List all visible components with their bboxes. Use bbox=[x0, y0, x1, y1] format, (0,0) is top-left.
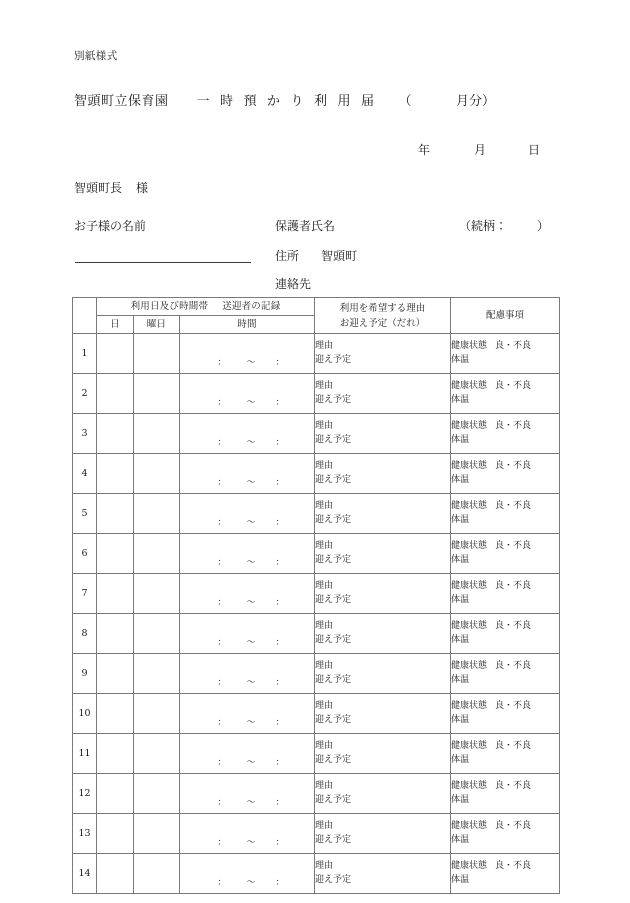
time-range-separator: 〜 bbox=[246, 878, 256, 888]
health-status-line bbox=[451, 820, 559, 834]
weekday-input-cell[interactable] bbox=[134, 534, 180, 574]
guardian-name-label: 保護者氏名 bbox=[275, 219, 336, 233]
pickup-plan-label: 迎え予定 bbox=[315, 794, 352, 805]
time-range-marks bbox=[180, 835, 314, 848]
time-start-colon: ： bbox=[217, 678, 227, 688]
table-header bbox=[73, 298, 560, 334]
time-range-separator: 〜 bbox=[246, 438, 256, 448]
time-end-colon: ： bbox=[275, 758, 285, 768]
row-number-cell: 6 bbox=[73, 534, 97, 574]
health-status-line bbox=[451, 460, 559, 474]
time-start-colon: ： bbox=[217, 358, 227, 368]
weekday-input-cell[interactable] bbox=[134, 814, 180, 854]
time-end-colon: ： bbox=[275, 798, 285, 808]
time-range-separator: 〜 bbox=[246, 518, 256, 528]
health-status-options: 良・不良 bbox=[495, 381, 532, 391]
time-range-marks bbox=[180, 755, 314, 768]
time-range-separator: 〜 bbox=[246, 678, 256, 688]
day-input-cell[interactable] bbox=[97, 574, 134, 614]
time-range-marks bbox=[180, 715, 314, 728]
temperature-label: 体温 bbox=[451, 594, 470, 605]
header-usage-group bbox=[97, 298, 315, 316]
health-status-label: 健康状態 bbox=[451, 661, 488, 671]
weekday-input-cell[interactable] bbox=[134, 694, 180, 734]
day-input-cell[interactable] bbox=[97, 614, 134, 654]
table-row bbox=[73, 414, 560, 454]
time-end-colon: ： bbox=[275, 878, 285, 888]
pickup-plan-label: 迎え予定 bbox=[315, 474, 352, 485]
time-range-marks bbox=[180, 875, 314, 888]
health-status-label: 健康状態 bbox=[451, 621, 488, 631]
table-row bbox=[73, 534, 560, 574]
header-reason bbox=[315, 298, 451, 334]
consideration-input-cell[interactable] bbox=[451, 774, 560, 814]
pickup-plan-label: 迎え予定 bbox=[315, 674, 352, 685]
time-input-cell[interactable] bbox=[180, 494, 315, 534]
relation-label: （続柄： bbox=[459, 219, 508, 233]
reason-label: 理由 bbox=[315, 821, 334, 831]
row-number-cell: 5 bbox=[73, 494, 97, 534]
table-row bbox=[73, 574, 560, 614]
consideration-input-cell[interactable] bbox=[451, 334, 560, 374]
reason-label: 理由 bbox=[315, 381, 334, 391]
time-end-colon: ： bbox=[275, 518, 285, 528]
consideration-input-cell[interactable] bbox=[451, 534, 560, 574]
consideration-input-cell[interactable] bbox=[451, 374, 560, 414]
time-input-cell[interactable] bbox=[180, 654, 315, 694]
day-input-cell[interactable] bbox=[97, 814, 134, 854]
time-input-cell[interactable] bbox=[180, 454, 315, 494]
addressee-honorific: 様 bbox=[136, 181, 149, 195]
temperature-label: 体温 bbox=[451, 874, 470, 885]
day-input-cell[interactable] bbox=[97, 414, 134, 454]
health-status-options: 良・不良 bbox=[495, 661, 532, 671]
temperature-label: 体温 bbox=[451, 554, 470, 565]
day-input-cell[interactable] bbox=[97, 654, 134, 694]
consideration-input-cell[interactable] bbox=[451, 454, 560, 494]
contact-label: 連絡先 bbox=[275, 277, 312, 291]
address-field bbox=[275, 247, 357, 264]
table-row bbox=[73, 854, 560, 894]
temperature-label: 体温 bbox=[451, 834, 470, 845]
health-status-line bbox=[451, 380, 559, 394]
header-reason-line2: お迎え予定（だれ） bbox=[339, 317, 426, 329]
reason-label: 理由 bbox=[315, 861, 334, 871]
reason-input-cell[interactable] bbox=[315, 654, 451, 694]
time-end-colon: ： bbox=[275, 478, 285, 488]
health-status-line bbox=[451, 540, 559, 554]
health-status-line bbox=[451, 620, 559, 634]
health-status-label: 健康状態 bbox=[451, 821, 488, 831]
title-organization: 智頭町立保育園 bbox=[74, 94, 169, 109]
reason-input-cell[interactable] bbox=[315, 814, 451, 854]
table-row bbox=[73, 774, 560, 814]
temperature-label: 体温 bbox=[451, 394, 470, 405]
temperature-label: 体温 bbox=[451, 474, 470, 485]
time-range-marks bbox=[180, 595, 314, 608]
consideration-input-cell[interactable] bbox=[451, 654, 560, 694]
health-status-label: 健康状態 bbox=[451, 421, 488, 431]
reason-label: 理由 bbox=[315, 661, 334, 671]
health-status-options: 良・不良 bbox=[495, 541, 532, 551]
row-number-cell: 13 bbox=[73, 814, 97, 854]
consideration-input-cell[interactable] bbox=[451, 694, 560, 734]
time-end-colon: ： bbox=[275, 638, 285, 648]
time-end-colon: ： bbox=[275, 838, 285, 848]
usage-record-table bbox=[72, 297, 560, 894]
health-status-label: 健康状態 bbox=[451, 701, 488, 711]
header-transport-record: 送迎者の記録 bbox=[222, 301, 281, 312]
day-input-cell[interactable] bbox=[97, 334, 134, 374]
health-status-options: 良・不良 bbox=[495, 581, 532, 591]
time-end-colon: ： bbox=[275, 438, 285, 448]
weekday-input-cell[interactable] bbox=[134, 774, 180, 814]
time-range-marks bbox=[180, 435, 314, 448]
table-row bbox=[73, 494, 560, 534]
day-input-cell[interactable] bbox=[97, 454, 134, 494]
addressee-name: 智頭町長 bbox=[74, 181, 123, 195]
time-range-marks bbox=[180, 395, 314, 408]
row-number-cell: 11 bbox=[73, 734, 97, 774]
time-end-colon: ： bbox=[275, 558, 285, 568]
day-input-cell[interactable] bbox=[97, 694, 134, 734]
consideration-input-cell[interactable] bbox=[451, 494, 560, 534]
health-status-line bbox=[451, 860, 559, 874]
day-input-cell[interactable] bbox=[97, 774, 134, 814]
consideration-input-cell[interactable] bbox=[451, 414, 560, 454]
weekday-input-cell[interactable] bbox=[134, 614, 180, 654]
time-start-colon: ： bbox=[217, 838, 227, 848]
reason-label: 理由 bbox=[315, 781, 334, 791]
date-year-label: 年 bbox=[418, 143, 431, 157]
health-status-options: 良・不良 bbox=[495, 701, 532, 711]
time-range-separator: 〜 bbox=[246, 638, 256, 648]
pickup-plan-label: 迎え予定 bbox=[315, 354, 352, 365]
pickup-plan-label: 迎え予定 bbox=[315, 714, 352, 725]
health-status-label: 健康状態 bbox=[451, 541, 488, 551]
time-start-colon: ： bbox=[217, 478, 227, 488]
time-start-colon: ： bbox=[217, 558, 227, 568]
title-month-suffix: 月分） bbox=[456, 94, 496, 109]
time-range-marks bbox=[180, 675, 314, 688]
address-value: 智頭町 bbox=[321, 249, 358, 263]
row-number-cell: 3 bbox=[73, 414, 97, 454]
time-input-cell[interactable] bbox=[180, 614, 315, 654]
temperature-label: 体温 bbox=[451, 354, 470, 365]
child-name-input-line[interactable] bbox=[75, 246, 251, 263]
row-number-cell: 12 bbox=[73, 774, 97, 814]
health-status-line bbox=[451, 660, 559, 674]
health-status-options: 良・不良 bbox=[495, 741, 532, 751]
weekday-input-cell[interactable] bbox=[134, 494, 180, 534]
time-range-separator: 〜 bbox=[246, 398, 256, 408]
time-range-marks bbox=[180, 355, 314, 368]
time-start-colon: ： bbox=[217, 518, 227, 528]
time-range-separator: 〜 bbox=[246, 838, 256, 848]
pickup-plan-label: 迎え予定 bbox=[315, 514, 352, 525]
time-start-colon: ： bbox=[217, 718, 227, 728]
reason-input-cell[interactable] bbox=[315, 534, 451, 574]
time-input-cell[interactable] bbox=[180, 734, 315, 774]
time-input-cell[interactable] bbox=[180, 334, 315, 374]
health-status-label: 健康状態 bbox=[451, 341, 488, 351]
reason-label: 理由 bbox=[315, 501, 334, 511]
reason-input-cell[interactable] bbox=[315, 854, 451, 894]
pickup-plan-label: 迎え予定 bbox=[315, 834, 352, 845]
reason-label: 理由 bbox=[315, 541, 334, 551]
row-number-cell: 14 bbox=[73, 854, 97, 894]
day-input-cell[interactable] bbox=[97, 854, 134, 894]
reason-input-cell[interactable] bbox=[315, 374, 451, 414]
time-start-colon: ： bbox=[217, 798, 227, 808]
health-status-line bbox=[451, 340, 559, 354]
row-number-cell: 2 bbox=[73, 374, 97, 414]
date-month-label: 月 bbox=[474, 143, 487, 157]
health-status-options: 良・不良 bbox=[495, 821, 532, 831]
temperature-label: 体温 bbox=[451, 714, 470, 725]
header-day: 日 bbox=[97, 316, 134, 334]
time-input-cell[interactable] bbox=[180, 814, 315, 854]
reason-label: 理由 bbox=[315, 621, 334, 631]
pickup-plan-label: 迎え予定 bbox=[315, 634, 352, 645]
health-status-line bbox=[451, 580, 559, 594]
table-row bbox=[73, 654, 560, 694]
reason-input-cell[interactable] bbox=[315, 574, 451, 614]
reason-input-cell[interactable] bbox=[315, 734, 451, 774]
day-input-cell[interactable] bbox=[97, 374, 134, 414]
consideration-input-cell[interactable] bbox=[451, 734, 560, 774]
time-range-marks bbox=[180, 475, 314, 488]
time-range-separator: 〜 bbox=[246, 798, 256, 808]
temperature-label: 体温 bbox=[451, 634, 470, 645]
day-input-cell[interactable] bbox=[97, 494, 134, 534]
temperature-label: 体温 bbox=[451, 434, 470, 445]
row-number-cell: 1 bbox=[73, 334, 97, 374]
consideration-input-cell[interactable] bbox=[451, 814, 560, 854]
time-range-marks bbox=[180, 515, 314, 528]
reason-input-cell[interactable] bbox=[315, 694, 451, 734]
header-consideration: 配慮事項 bbox=[451, 298, 560, 334]
temperature-label: 体温 bbox=[451, 754, 470, 765]
header-reason-line1: 利用を希望する理由 bbox=[339, 302, 426, 314]
header-usage-datetime: 利用日及び時間帯 bbox=[130, 301, 209, 312]
title-main-text: 一時預かり利用届 bbox=[196, 94, 385, 109]
pickup-plan-label: 迎え予定 bbox=[315, 594, 352, 605]
reason-input-cell[interactable] bbox=[315, 414, 451, 454]
time-input-cell[interactable] bbox=[180, 414, 315, 454]
table-row bbox=[73, 454, 560, 494]
pickup-plan-label: 迎え予定 bbox=[315, 754, 352, 765]
pickup-plan-label: 迎え予定 bbox=[315, 434, 352, 445]
health-status-label: 健康状態 bbox=[451, 781, 488, 791]
weekday-input-cell[interactable] bbox=[134, 654, 180, 694]
temperature-label: 体温 bbox=[451, 514, 470, 525]
title-month-paren-open: （ bbox=[398, 94, 413, 109]
health-status-label: 健康状態 bbox=[451, 581, 488, 591]
table-row bbox=[73, 614, 560, 654]
weekday-input-cell[interactable] bbox=[134, 574, 180, 614]
time-input-cell[interactable] bbox=[180, 574, 315, 614]
time-end-colon: ： bbox=[275, 398, 285, 408]
time-range-separator: 〜 bbox=[246, 558, 256, 568]
time-end-colon: ： bbox=[275, 718, 285, 728]
reason-label: 理由 bbox=[315, 421, 334, 431]
weekday-input-cell[interactable] bbox=[134, 734, 180, 774]
time-start-colon: ： bbox=[217, 598, 227, 608]
reason-input-cell[interactable] bbox=[315, 454, 451, 494]
row-number-cell: 7 bbox=[73, 574, 97, 614]
health-status-options: 良・不良 bbox=[495, 461, 532, 471]
health-status-options: 良・不良 bbox=[495, 861, 532, 871]
day-input-cell[interactable] bbox=[97, 734, 134, 774]
time-range-marks bbox=[180, 795, 314, 808]
health-status-label: 健康状態 bbox=[451, 501, 488, 511]
time-range-marks bbox=[180, 555, 314, 568]
table-header-row-top bbox=[73, 298, 560, 316]
reason-label: 理由 bbox=[315, 701, 334, 711]
time-start-colon: ： bbox=[217, 398, 227, 408]
relation-field bbox=[459, 217, 549, 234]
header-time: 時間 bbox=[180, 316, 315, 334]
time-input-cell[interactable] bbox=[180, 854, 315, 894]
health-status-line bbox=[451, 740, 559, 754]
time-start-colon: ： bbox=[217, 878, 227, 888]
time-range-marks bbox=[180, 635, 314, 648]
child-name-label: お子様の名前 bbox=[74, 219, 147, 233]
time-range-separator: 〜 bbox=[246, 598, 256, 608]
health-status-options: 良・不良 bbox=[495, 621, 532, 631]
addressee-line bbox=[74, 179, 148, 196]
reason-label: 理由 bbox=[315, 581, 334, 591]
row-number-cell: 4 bbox=[73, 454, 97, 494]
time-end-colon: ： bbox=[275, 358, 285, 368]
reason-input-cell[interactable] bbox=[315, 494, 451, 534]
date-day-label: 日 bbox=[528, 143, 541, 157]
temperature-label: 体温 bbox=[451, 794, 470, 805]
time-range-separator: 〜 bbox=[246, 758, 256, 768]
health-status-label: 健康状態 bbox=[451, 461, 488, 471]
time-start-colon: ： bbox=[217, 438, 227, 448]
time-input-cell[interactable] bbox=[180, 694, 315, 734]
pickup-plan-label: 迎え予定 bbox=[315, 874, 352, 885]
consideration-input-cell[interactable] bbox=[451, 574, 560, 614]
health-status-label: 健康状態 bbox=[451, 741, 488, 751]
relation-close-paren: ） bbox=[537, 219, 550, 233]
address-label: 住所 bbox=[275, 249, 300, 263]
health-status-options: 良・不良 bbox=[495, 501, 532, 511]
health-status-options: 良・不良 bbox=[495, 341, 532, 351]
time-start-colon: ： bbox=[217, 758, 227, 768]
time-range-separator: 〜 bbox=[246, 478, 256, 488]
pickup-plan-label: 迎え予定 bbox=[315, 394, 352, 405]
health-status-options: 良・不良 bbox=[495, 421, 532, 431]
reason-input-cell[interactable] bbox=[315, 614, 451, 654]
reason-label: 理由 bbox=[315, 461, 334, 471]
time-input-cell[interactable] bbox=[180, 374, 315, 414]
reason-input-cell[interactable] bbox=[315, 774, 451, 814]
weekday-input-cell[interactable] bbox=[134, 854, 180, 894]
day-input-cell[interactable] bbox=[97, 534, 134, 574]
health-status-label: 健康状態 bbox=[451, 381, 488, 391]
header-weekday: 曜日 bbox=[134, 316, 180, 334]
health-status-label: 健康状態 bbox=[451, 861, 488, 871]
time-range-separator: 〜 bbox=[246, 358, 256, 368]
health-status-line bbox=[451, 700, 559, 714]
consideration-input-cell[interactable] bbox=[451, 614, 560, 654]
weekday-input-cell[interactable] bbox=[134, 374, 180, 414]
weekday-input-cell[interactable] bbox=[134, 334, 180, 374]
table-row bbox=[73, 814, 560, 854]
health-status-line bbox=[451, 500, 559, 514]
reason-label: 理由 bbox=[315, 341, 334, 351]
header-row-number bbox=[73, 298, 97, 334]
weekday-input-cell[interactable] bbox=[134, 454, 180, 494]
form-type-label: 別紙様式 bbox=[74, 50, 118, 62]
pickup-plan-label: 迎え予定 bbox=[315, 554, 352, 565]
time-end-colon: ： bbox=[275, 598, 285, 608]
row-number-cell: 8 bbox=[73, 614, 97, 654]
row-number-cell: 10 bbox=[73, 694, 97, 734]
time-start-colon: ： bbox=[217, 638, 227, 648]
table-row bbox=[73, 374, 560, 414]
health-status-options: 良・不良 bbox=[495, 781, 532, 791]
health-status-line bbox=[451, 780, 559, 794]
temperature-label: 体温 bbox=[451, 674, 470, 685]
time-input-cell[interactable] bbox=[180, 774, 315, 814]
table-row bbox=[73, 694, 560, 734]
reason-label: 理由 bbox=[315, 741, 334, 751]
time-range-separator: 〜 bbox=[246, 718, 256, 728]
health-status-line bbox=[451, 420, 559, 434]
time-end-colon: ： bbox=[275, 678, 285, 688]
reason-input-cell[interactable] bbox=[315, 334, 451, 374]
date-entry-line bbox=[410, 141, 540, 158]
table-row bbox=[73, 734, 560, 774]
table-row bbox=[73, 334, 560, 374]
row-number-cell: 9 bbox=[73, 654, 97, 694]
weekday-input-cell[interactable] bbox=[134, 414, 180, 454]
consideration-input-cell[interactable] bbox=[451, 854, 560, 894]
time-input-cell[interactable] bbox=[180, 534, 315, 574]
table-body bbox=[73, 334, 560, 894]
form-title bbox=[74, 90, 495, 109]
